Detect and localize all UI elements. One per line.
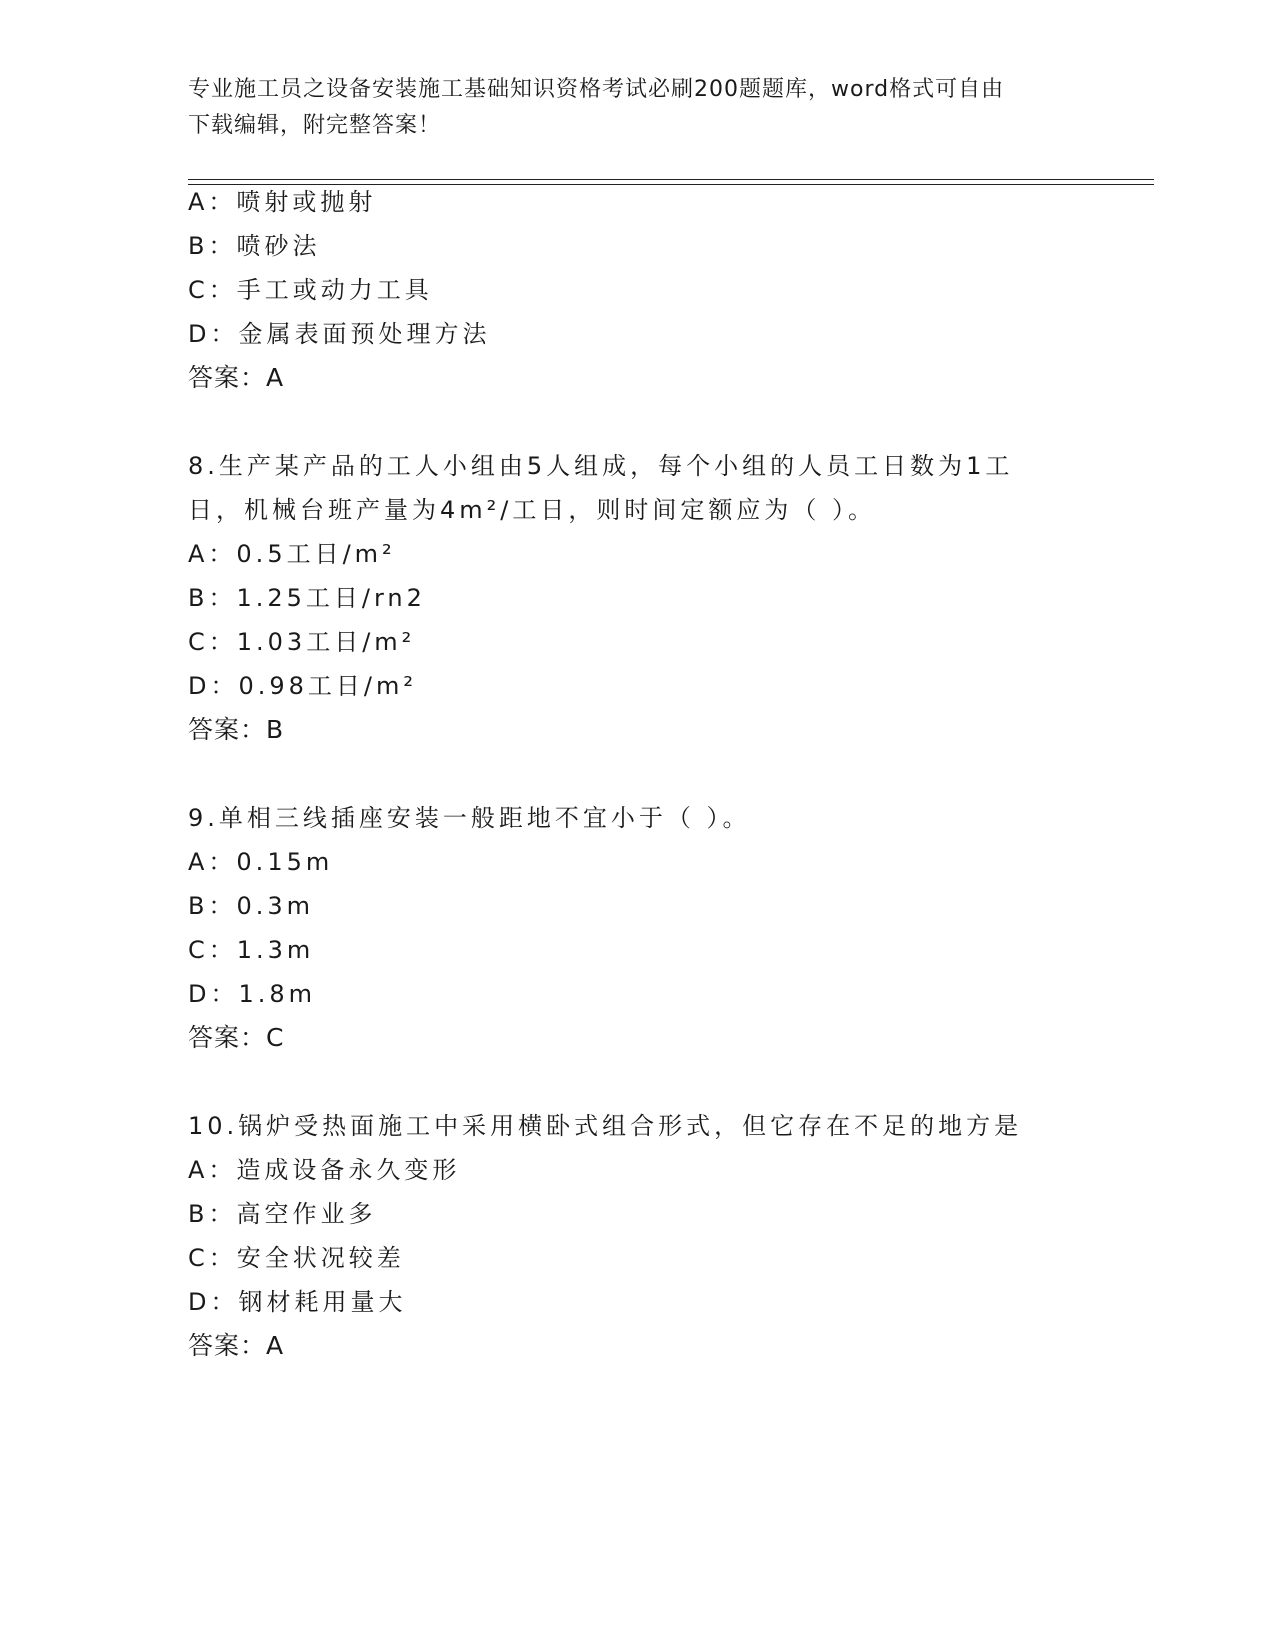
q8-answer: 答案：B bbox=[188, 715, 285, 744]
header-line-1: 专业施工员之设备安装施工基础知识资格考试必刷200题题库，word格式可自由 bbox=[188, 77, 1005, 102]
q10-option-d: D：钢材耗用量大 bbox=[188, 1288, 407, 1316]
q8-option-b: B：1.25工日/rn2 bbox=[188, 584, 426, 612]
q8-stem-line-1: 8.生产某产品的工人小组由5人组成，每个小组的人员工日数为1工 bbox=[188, 452, 1014, 480]
q7-answer: 答案：A bbox=[188, 363, 285, 392]
q7-option-d: D：金属表面预处理方法 bbox=[188, 320, 491, 348]
q9-stem-line-1: 9.单相三线插座安装一般距地不宜小于（ ）。 bbox=[188, 804, 751, 832]
q8-stem-line-2: 日，机械台班产量为4m²/工日，则时间定额应为（ ）。 bbox=[188, 496, 876, 524]
q7-option-a: A：喷射或抛射 bbox=[188, 188, 377, 216]
document-header bbox=[188, 72, 1068, 144]
q8-option-c: C：1.03工日/m² bbox=[188, 628, 416, 656]
q8-option-a: A：0.5工日/m² bbox=[188, 540, 396, 568]
q10-stem-line-1: 10.锅炉受热面施工中采用横卧式组合形式，但它存在不足的地方是 bbox=[188, 1112, 1023, 1140]
q10-option-a: A：造成设备永久变形 bbox=[188, 1156, 461, 1184]
header-divider-top bbox=[188, 179, 1154, 180]
q9-answer: 答案：C bbox=[188, 1023, 285, 1052]
q8-option-d: D：0.98工日/m² bbox=[188, 672, 418, 700]
q10-option-b: B：高空作业多 bbox=[188, 1200, 377, 1228]
q9-option-d: D：1.8m bbox=[188, 980, 317, 1008]
header-line-2: 下载编辑，附完整答案！ bbox=[188, 113, 442, 138]
q7-option-c: C：手工或动力工具 bbox=[188, 276, 433, 304]
q9-option-b: B：0.3m bbox=[188, 892, 315, 920]
q10-answer: 答案：A bbox=[188, 1331, 285, 1360]
q9-option-a: A：0.15m bbox=[188, 848, 334, 876]
q9-option-c: C：1.3m bbox=[188, 936, 315, 964]
q10-option-c: C：安全状况较差 bbox=[188, 1244, 405, 1272]
q7-option-b: B：喷砂法 bbox=[188, 232, 321, 260]
